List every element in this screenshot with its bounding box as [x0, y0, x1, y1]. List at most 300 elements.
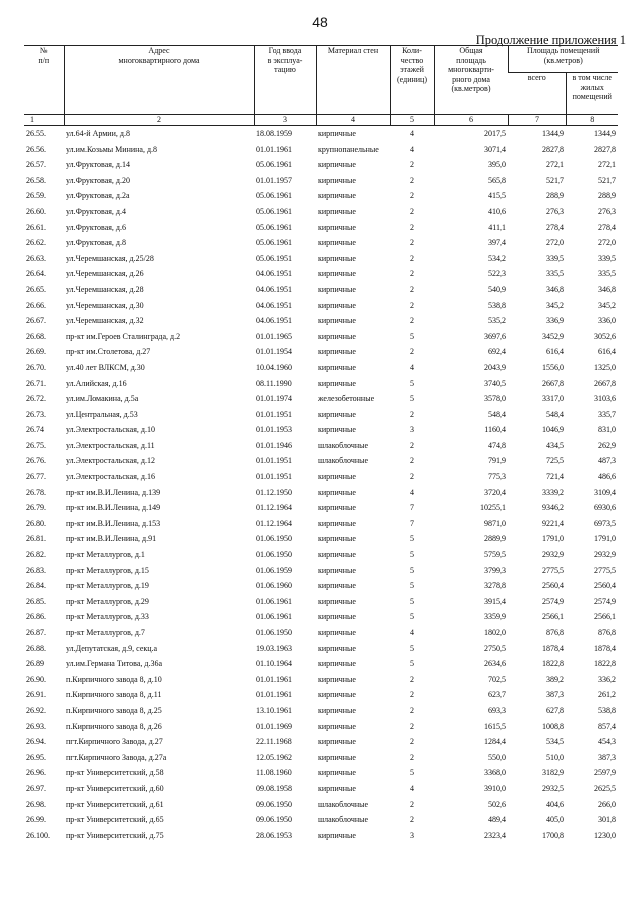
row-number: 26.83.	[26, 565, 46, 575]
row-premises-living: 1230,0	[594, 830, 616, 840]
row-premises-living: 2932,9	[594, 550, 616, 560]
row-address: ул.Фруктовая, д.14	[66, 160, 130, 170]
row-floors: 5	[410, 550, 414, 560]
row-number: 26.85.	[26, 596, 46, 606]
row-total-area: 415,5	[488, 191, 506, 201]
row-premises-living: 831,0	[598, 425, 616, 435]
row-premises-living: 616,4	[598, 347, 616, 357]
table-row	[24, 298, 618, 314]
table-row	[24, 547, 618, 563]
row-premises-living: 272,0	[598, 238, 616, 248]
row-total-area: 3071,4	[484, 144, 506, 154]
column-number: 5	[390, 115, 434, 126]
row-premises-all: 9221,4	[542, 518, 564, 528]
table-row	[24, 266, 618, 282]
row-total-area: 3368,0	[484, 768, 506, 778]
row-material: кирпичные	[318, 783, 356, 793]
row-material: шлакоблочные	[318, 799, 369, 809]
table-row	[24, 485, 618, 501]
row-material: кирпичные	[318, 331, 356, 341]
table-row	[24, 750, 618, 766]
row-material: кирпичные	[318, 503, 356, 513]
row-number: 26.55.	[26, 129, 46, 138]
row-floors: 4	[410, 362, 414, 372]
row-number: 26.67.	[26, 316, 46, 326]
header-floors	[390, 46, 434, 115]
row-premises-living: 2827,8	[594, 144, 616, 154]
table-row	[24, 313, 618, 329]
row-material: кирпичные	[318, 206, 356, 216]
table-row	[24, 188, 618, 204]
table-row	[24, 812, 618, 828]
row-premises-all: 3317,0	[542, 394, 564, 404]
row-premises-living: 2667,8	[594, 378, 616, 388]
row-total-area: 692,4	[488, 347, 506, 357]
row-total-area: 5759,5	[484, 550, 506, 560]
row-premises-living: 857,4	[598, 721, 616, 731]
row-total-area: 3578,0	[484, 394, 506, 404]
row-premises-living: 1878,4	[594, 643, 616, 653]
row-premises-all: 276,3	[546, 206, 564, 216]
row-material: кирпичные	[318, 472, 356, 482]
row-material: кирпичные	[318, 674, 356, 684]
row-address: ул.Фруктовая, д.6	[66, 222, 126, 232]
header-year	[254, 46, 316, 115]
row-address: пр-кт Металлургов, д.7	[66, 628, 145, 637]
table-row	[24, 376, 618, 392]
row-premises-living: 2597,9	[594, 768, 616, 778]
header-total-area-text: Общая площадь многокварти- рного дома (кв.метров)	[448, 46, 494, 93]
row-year: 22.11.1968	[256, 737, 292, 747]
row-year: 12.05.1962	[256, 752, 292, 762]
page-number: 48	[312, 14, 328, 30]
row-total-area: 693,3	[488, 705, 506, 715]
row-address: пгт.Кирпичного Завода, д.27	[66, 737, 163, 747]
row-material: кирпичные	[318, 643, 356, 653]
row-material: кирпичные	[318, 581, 356, 591]
table-row	[24, 828, 618, 844]
row-floors: 2	[410, 269, 414, 279]
row-material: кирпичные	[318, 347, 356, 357]
row-premises-living: 6930,6	[594, 503, 616, 513]
row-premises-living: 266,0	[598, 799, 616, 809]
row-floors: 5	[410, 565, 414, 575]
row-total-area: 395,0	[488, 160, 506, 170]
row-address: пр-кт Университетский, д.61	[66, 799, 164, 809]
row-floors: 5	[410, 394, 414, 404]
row-address: ул.Фруктовая, д.8	[66, 238, 126, 248]
row-year: 04.06.1951	[256, 284, 292, 294]
row-premises-all: 1700,8	[542, 830, 564, 840]
row-premises-all: 9346,2	[542, 503, 564, 513]
row-total-area: 489,4	[488, 815, 506, 825]
table-row	[24, 500, 618, 516]
row-floors: 4	[410, 129, 414, 138]
row-material: кирпичные	[318, 487, 356, 497]
row-premises-living: 1325,0	[594, 362, 616, 372]
row-year: 11.08.1960	[256, 768, 292, 778]
row-address: ул.Фруктовая, д.4	[66, 206, 126, 216]
row-material: кирпичные	[318, 705, 356, 715]
header-all	[508, 73, 566, 115]
row-year: 09.06.1950	[256, 799, 292, 809]
row-number: 26.56.	[26, 144, 46, 154]
row-number: 26.71.	[26, 378, 46, 388]
row-premises-living: 3109,4	[594, 487, 616, 497]
row-premises-living: 278,4	[598, 222, 616, 232]
row-year: 01.01.1969	[256, 721, 292, 731]
row-total-area: 2750,5	[484, 643, 506, 653]
row-number: 26.97.	[26, 783, 46, 793]
row-premises-living: 345,2	[598, 300, 616, 310]
table-row	[24, 391, 618, 407]
row-year: 05.06.1961	[256, 160, 292, 170]
row-number: 26.79.	[26, 503, 46, 513]
row-premises-all: 336,9	[546, 316, 564, 326]
row-premises-all: 1344,9	[542, 129, 564, 138]
column-number: 1	[24, 115, 64, 126]
row-total-area: 623,7	[488, 690, 506, 700]
row-total-area: 522,3	[488, 269, 506, 279]
header-floors-text: Коли- чество этажей (единиц)	[397, 46, 427, 84]
row-premises-living: 272,1	[598, 160, 616, 170]
row-material: кирпичные	[318, 191, 356, 201]
row-number: 26.62.	[26, 238, 46, 248]
row-premises-living: 288,9	[598, 191, 616, 201]
table-row	[24, 578, 618, 594]
row-address: ул.Электростальская, д.16	[66, 472, 155, 482]
row-total-area: 1284,4	[484, 737, 506, 747]
row-address: пр-кт им.Столетова, д.27	[66, 347, 151, 357]
table-row	[24, 157, 618, 173]
row-total-area: 474,8	[488, 440, 506, 450]
header-material-text: Материал стен	[327, 46, 379, 55]
row-total-area: 538,8	[488, 300, 506, 310]
row-address: пр-кт им.В.И.Ленина, д.139	[66, 487, 161, 497]
row-total-area: 3697,6	[484, 331, 506, 341]
row-floors: 2	[410, 456, 414, 466]
table-row	[24, 251, 618, 267]
row-address: ул.Фруктовая, д.2а	[66, 191, 130, 201]
row-premises-living: 6973,5	[594, 518, 616, 528]
header-premises-area-text: Площадь помещений (кв.метров)	[527, 46, 600, 65]
table-row	[24, 235, 618, 251]
row-number: 26.87.	[26, 628, 46, 637]
row-number: 26.57.	[26, 160, 46, 170]
row-material: кирпичные	[318, 222, 356, 232]
column-number: 2	[64, 115, 254, 126]
row-premises-all: 2574,9	[542, 596, 564, 606]
row-premises-all: 387,3	[546, 690, 564, 700]
table-row	[24, 407, 618, 423]
row-address: ул.Черемшанская, д.25/28	[66, 253, 154, 263]
row-address: пр-кт Металлургов, д.19	[66, 581, 149, 591]
row-year: 01.01.1961	[256, 144, 292, 154]
row-material: кирпичные	[318, 690, 356, 700]
row-floors: 2	[410, 160, 414, 170]
row-material: кирпичные	[318, 565, 356, 575]
row-address: ул.64-й Армии, д.8	[66, 129, 130, 138]
row-number: 26.59.	[26, 191, 46, 201]
table-row	[24, 438, 618, 454]
row-premises-living: 335,5	[598, 269, 616, 279]
row-total-area: 2889,9	[484, 534, 506, 544]
row-total-area: 1160,4	[484, 425, 506, 435]
header-year-text: Год ввода в эксплуа- тацию	[267, 46, 303, 74]
row-floors: 2	[410, 222, 414, 232]
row-year: 01.01.1974	[256, 394, 292, 404]
row-material: кирпичные	[318, 129, 356, 138]
row-premises-all: 404,6	[546, 799, 564, 809]
header-total-area	[434, 46, 508, 115]
row-number: 26.63.	[26, 253, 46, 263]
row-material: кирпичные	[318, 737, 356, 747]
row-material: кирпичные	[318, 284, 356, 294]
row-material: шлакоблочные	[318, 815, 369, 825]
row-year: 01.01.1954	[256, 347, 292, 357]
row-address: ул.Фруктовая, д.20	[66, 175, 130, 185]
row-number: 26.94.	[26, 737, 46, 747]
row-floors: 2	[410, 253, 414, 263]
row-material: кирпичные	[318, 238, 356, 248]
row-address: пр-кт им.Героев Сталинграда, д.2	[66, 331, 181, 341]
row-year: 28.06.1953	[256, 830, 292, 840]
table-row	[24, 220, 618, 236]
row-number: 26.99.	[26, 815, 46, 825]
table-row	[24, 282, 618, 298]
row-total-area: 3740,5	[484, 378, 506, 388]
row-material: кирпичные	[318, 550, 356, 560]
row-total-area: 702,5	[488, 674, 506, 684]
row-number: 26.93.	[26, 721, 46, 731]
row-total-area: 775,3	[488, 472, 506, 482]
header-living-text: в том числе жилых помещений	[572, 73, 612, 102]
row-premises-all: 548,4	[546, 409, 564, 419]
row-premises-all: 1822,8	[542, 659, 564, 669]
row-floors: 2	[410, 409, 414, 419]
row-number: 26.66.	[26, 300, 46, 310]
row-material: кирпичные	[318, 534, 356, 544]
row-floors: 5	[410, 331, 414, 341]
row-material: кирпичные	[318, 362, 356, 372]
row-premises-all: 278,4	[546, 222, 564, 232]
row-material: кирпичные	[318, 518, 356, 528]
row-floors: 5	[410, 534, 414, 544]
row-premises-all: 2560,4	[542, 581, 564, 591]
row-total-area: 9871,0	[484, 518, 506, 528]
row-premises-all: 272,0	[546, 238, 564, 248]
header-address-text: Адрес многоквартирного дома	[118, 46, 200, 65]
row-year: 01.01.1957	[256, 175, 292, 185]
row-year: 01.06.1960	[256, 581, 292, 591]
row-total-area: 411,1	[488, 222, 506, 232]
row-premises-living: 335,7	[598, 409, 616, 419]
row-year: 01.01.1951	[256, 472, 292, 482]
row-material: шлакоблочные	[318, 456, 369, 466]
row-number: 26.88.	[26, 643, 46, 653]
row-total-area: 410,6	[488, 206, 506, 216]
row-premises-all: 1046,9	[542, 425, 564, 435]
row-premises-all: 521,7	[546, 175, 564, 185]
row-premises-all: 627,8	[546, 705, 564, 715]
table-row	[24, 625, 618, 641]
row-address: ул.Электростальская, д.12	[66, 456, 155, 466]
row-premises-living: 2775,5	[594, 565, 616, 575]
row-address: пр-кт им.В.И.Ленина, д.91	[66, 534, 157, 544]
row-address: ул.Черемшанская, д.32	[66, 316, 144, 326]
row-material: кирпичные	[318, 300, 356, 310]
row-year: 08.11.1990	[256, 378, 292, 388]
table-row	[24, 687, 618, 703]
header-living	[566, 73, 618, 115]
row-number: 26.98.	[26, 799, 46, 809]
header-num	[24, 46, 64, 115]
row-premises-living: 2574,9	[594, 596, 616, 606]
row-year: 01.06.1961	[256, 612, 292, 622]
row-premises-all: 3339,2	[542, 487, 564, 497]
row-floors: 2	[410, 440, 414, 450]
row-total-area: 540,9	[488, 284, 506, 294]
table-row	[24, 173, 618, 189]
row-floors: 4	[410, 628, 414, 637]
row-year: 01.12.1964	[256, 503, 292, 513]
row-floors: 2	[410, 300, 414, 310]
row-premises-all: 339,5	[546, 253, 564, 263]
row-floors: 5	[410, 612, 414, 622]
row-premises-all: 2932,5	[542, 783, 564, 793]
row-number: 26.86.	[26, 612, 46, 622]
row-number: 26.72.	[26, 394, 46, 404]
row-year: 01.10.1964	[256, 659, 292, 669]
row-material: кирпичные	[318, 160, 356, 170]
column-number: 8	[566, 115, 618, 126]
row-premises-living: 3052,6	[594, 331, 616, 341]
row-premises-all: 616,4	[546, 347, 564, 357]
row-number: 26.58.	[26, 175, 46, 185]
row-address: пр-кт Университетский, д.60	[66, 783, 164, 793]
row-premises-all: 3182,9	[542, 768, 564, 778]
row-number: 26.90.	[26, 674, 46, 684]
row-address: ул.40 лет ВЛКСМ, д.30	[66, 362, 145, 372]
row-number: 26.95.	[26, 752, 46, 762]
row-address: п.Кирпичного завода 8, д.11	[66, 690, 162, 700]
column-numbers-row	[24, 115, 618, 126]
row-premises-all: 2932,9	[542, 550, 564, 560]
header-all-text: всего	[527, 73, 546, 83]
row-number: 26.68.	[26, 331, 46, 341]
row-premises-living: 1344,9	[594, 129, 616, 138]
row-floors: 3	[410, 425, 414, 435]
row-floors: 7	[410, 503, 414, 513]
row-address: ул.Депутатская, д.9, секц.а	[66, 643, 158, 653]
row-total-area: 3359,9	[484, 612, 506, 622]
row-premises-living: 336,0	[598, 316, 616, 326]
header-premises-area	[508, 46, 618, 73]
row-floors: 4	[410, 144, 414, 154]
row-year: 05.06.1961	[256, 206, 292, 216]
table-row	[24, 531, 618, 547]
row-premises-all: 2667,8	[542, 378, 564, 388]
table-body	[24, 126, 618, 844]
row-total-area: 3278,8	[484, 581, 506, 591]
row-address: ул.им.Козьмы Минина, д.8	[66, 144, 158, 154]
row-floors: 5	[410, 378, 414, 388]
row-material: кирпичные	[318, 253, 356, 263]
row-total-area: 1802,0	[484, 628, 506, 637]
table-row	[24, 329, 618, 345]
row-floors: 2	[410, 721, 414, 731]
row-address: ул.им.Ломакина, д.5а	[66, 394, 139, 404]
row-floors: 2	[410, 674, 414, 684]
row-floors: 2	[410, 705, 414, 715]
row-premises-living: 486,6	[598, 472, 616, 482]
table-row	[24, 594, 618, 610]
row-number: 26.74	[26, 425, 44, 435]
row-material: крупнопанельные	[318, 144, 379, 154]
row-number: 26.82.	[26, 550, 46, 560]
row-number: 26.65.	[26, 284, 46, 294]
row-year: 04.06.1951	[256, 300, 292, 310]
row-material: кирпичные	[318, 612, 356, 622]
row-premises-living: 454,3	[598, 737, 616, 747]
row-address: ул.им.Германа Титова, д.36а	[66, 659, 163, 669]
row-material: кирпичные	[318, 721, 356, 731]
row-premises-all: 725,5	[546, 456, 564, 466]
row-address: ул.Алийская, д.16	[66, 378, 127, 388]
row-address: пр-кт Металлургов, д.15	[66, 565, 149, 575]
row-floors: 2	[410, 284, 414, 294]
row-material: кирпичные	[318, 768, 356, 778]
header-address	[64, 46, 254, 115]
table-row	[24, 703, 618, 719]
row-address: п.Кирпичного завода 8, д.10	[66, 674, 162, 684]
row-premises-all: 345,2	[546, 300, 564, 310]
row-floors: 4	[410, 783, 414, 793]
table-row	[24, 453, 618, 469]
row-year: 01.01.1951	[256, 409, 292, 419]
row-premises-all: 272,1	[546, 160, 564, 170]
row-premises-all: 2566,1	[542, 612, 564, 622]
row-premises-living: 3103,6	[594, 394, 616, 404]
row-total-area: 2634,6	[484, 659, 506, 669]
row-year: 05.06.1961	[256, 238, 292, 248]
row-total-area: 3910,0	[484, 783, 506, 793]
row-year: 05.06.1961	[256, 222, 292, 232]
column-number: 6	[434, 115, 508, 126]
row-floors: 2	[410, 347, 414, 357]
table-row	[24, 422, 618, 438]
row-floors: 2	[410, 799, 414, 809]
row-floors: 2	[410, 206, 414, 216]
row-floors: 3	[410, 830, 414, 840]
table-row	[24, 142, 618, 158]
row-address: пгт.Кирпичного Завода, д.27а	[66, 752, 167, 762]
row-year: 04.06.1951	[256, 269, 292, 279]
row-year: 05.06.1951	[256, 253, 292, 263]
row-number: 26.69.	[26, 347, 46, 357]
row-material: кирпичные	[318, 269, 356, 279]
row-year: 01.06.1959	[256, 565, 292, 575]
table-row	[24, 781, 618, 797]
row-total-area: 535,2	[488, 316, 506, 326]
row-premises-all: 434,5	[546, 440, 564, 450]
row-premises-all: 288,9	[546, 191, 564, 201]
column-number: 4	[316, 115, 390, 126]
row-material: кирпичные	[318, 409, 356, 419]
row-address: пр-кт Университетский, д.65	[66, 815, 164, 825]
row-floors: 5	[410, 643, 414, 653]
row-floors: 2	[410, 238, 414, 248]
